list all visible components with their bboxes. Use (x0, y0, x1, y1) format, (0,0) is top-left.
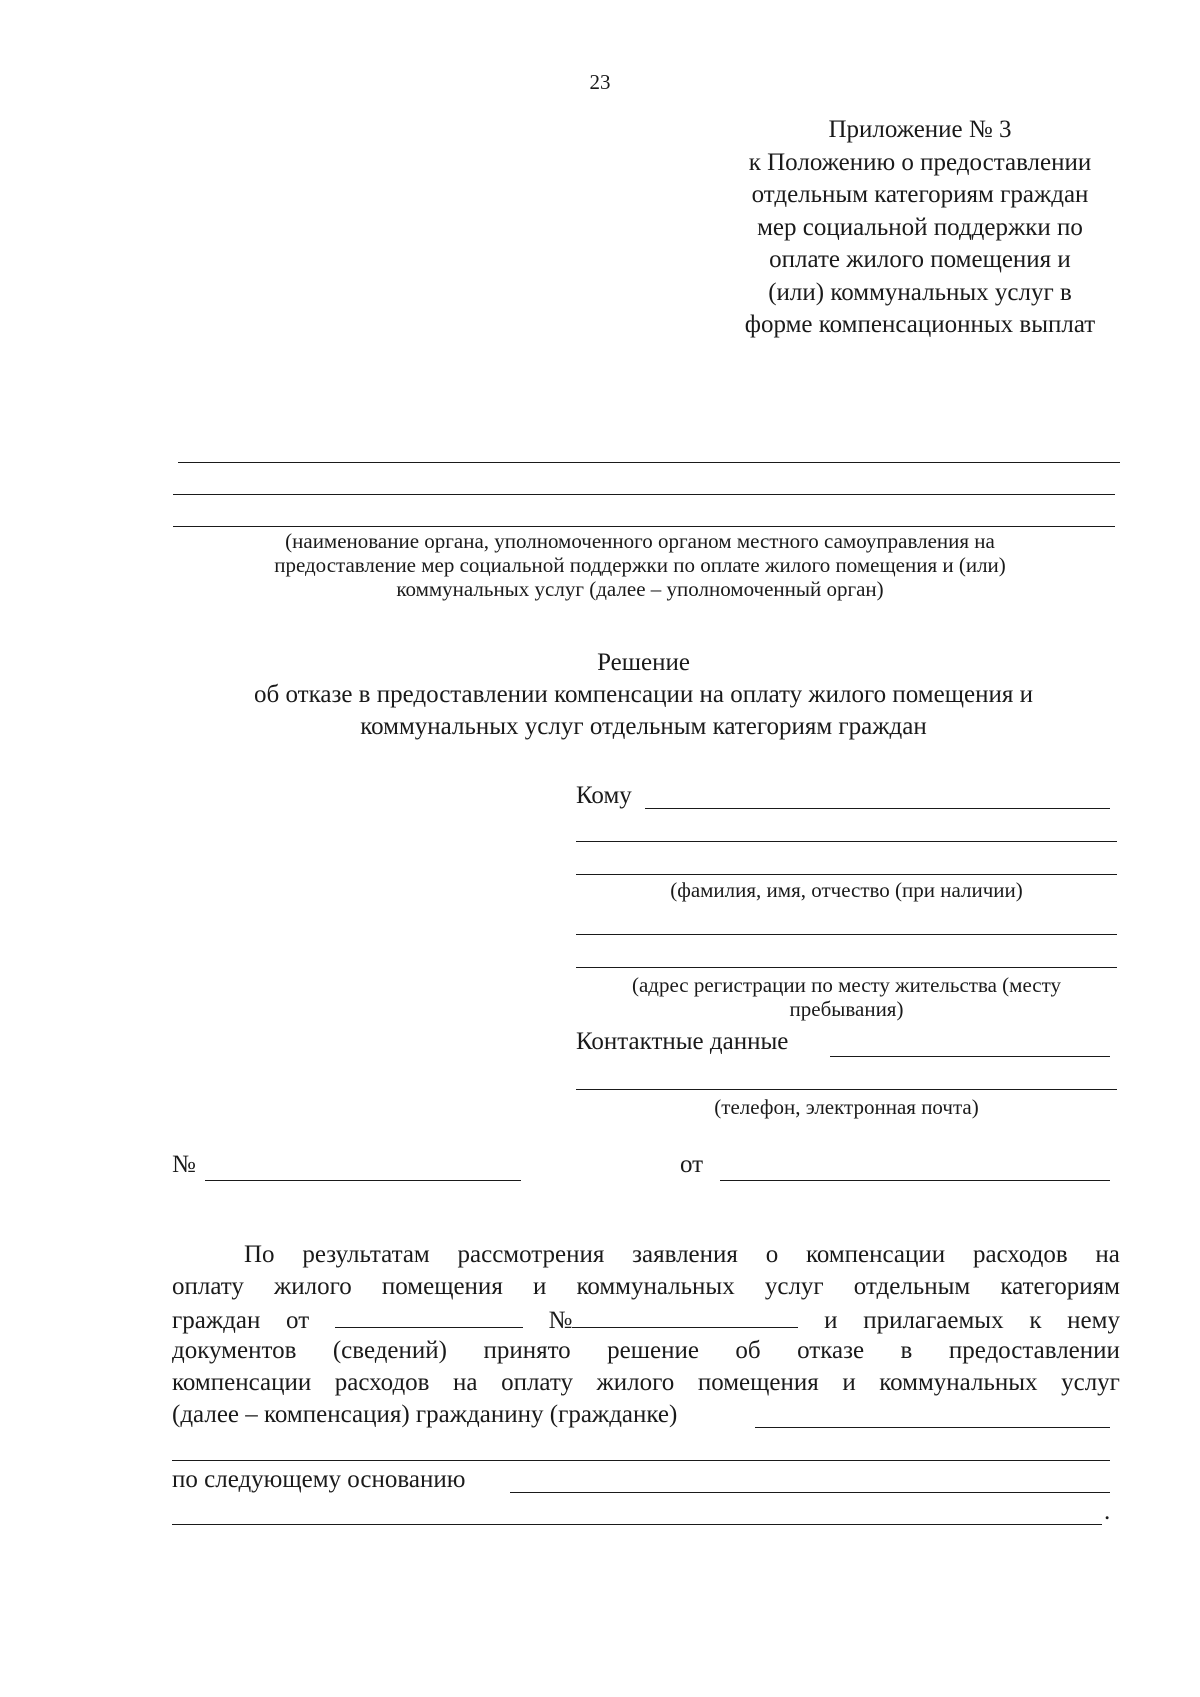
org-caption-line: (наименование органа, уполномоченного органом местного самоуправления на (285, 529, 995, 553)
body-word: на (453, 1369, 478, 1396)
appendix-line: форме компенсационных выплат (744, 311, 1096, 338)
body-word: заявления (632, 1241, 738, 1268)
to-field[interactable] (645, 808, 1110, 809)
body-word: категориям (1000, 1273, 1120, 1300)
body-word: о (765, 1241, 779, 1268)
to-label: Кому (576, 782, 632, 809)
citizen-name-field-line[interactable] (172, 1460, 1110, 1461)
body-word: услуг (1061, 1369, 1120, 1396)
body-word: и (842, 1369, 856, 1396)
org-name-line[interactable] (178, 462, 1120, 463)
body-line-6: (далее – компенсация) гражданину (гражданке) (172, 1401, 678, 1428)
body-word: жилого (274, 1273, 352, 1300)
address-field-line[interactable] (576, 934, 1117, 935)
body-line-4 (172, 1335, 1120, 1367)
body-word: об (735, 1337, 761, 1364)
body-word: и (824, 1307, 838, 1334)
appendix-line: мер социальной поддержки по (757, 213, 1083, 241)
body-word: По (244, 1241, 275, 1268)
appendix-line: оплате жилого помещения и (769, 246, 1071, 273)
contacts-field[interactable] (830, 1056, 1110, 1057)
body-word: оплату (501, 1369, 573, 1396)
org-caption-line: предоставление мер социальной поддержки по оплате жилого помещения и (или) (274, 553, 1006, 577)
date-field[interactable] (720, 1180, 1110, 1181)
org-caption (160, 529, 1120, 601)
basis-field-line[interactable] (172, 1524, 1102, 1525)
decision-subtitle-line: коммунальных услуг отдельным категориям граждан (360, 713, 927, 740)
body-word: нему (1067, 1307, 1120, 1334)
address-field-line[interactable] (576, 967, 1117, 968)
body-word: документов (172, 1337, 297, 1364)
address-caption-line: пребывания) (789, 997, 904, 1021)
address-caption-line: (адрес регистрации по месту жительства (месту (631, 973, 1062, 997)
application-number-group (549, 1303, 799, 1337)
application-number-field[interactable] (572, 1303, 798, 1328)
body-word: коммунальных (879, 1369, 1038, 1396)
body-word: помещения (381, 1273, 503, 1300)
body-word: прилагаемых (863, 1307, 1004, 1334)
body-word: компенсации (172, 1369, 312, 1396)
body-word: отказе (797, 1337, 865, 1364)
org-name-line[interactable] (173, 526, 1115, 527)
application-date-field[interactable] (335, 1303, 523, 1328)
appendix-line: (или) коммунальных услуг в (768, 278, 1072, 306)
body-word: коммунальных (576, 1273, 735, 1300)
body-word: решение (607, 1337, 699, 1364)
body-word: компенсации (805, 1241, 946, 1268)
body-word: к (1029, 1307, 1042, 1334)
number-label: № (172, 1151, 196, 1178)
contacts-caption: (телефон, электронная почта) (714, 1095, 979, 1119)
appendix-reference (700, 114, 1140, 342)
decision-subtitle-line: об отказе в предоставлении компенсации на оплату жилого помещения и (254, 681, 1033, 708)
body-word: и (532, 1273, 547, 1300)
body-word: услуг (764, 1273, 824, 1300)
basis-label: по следующему основанию (172, 1466, 466, 1493)
decision-heading (0, 647, 1200, 743)
citizen-name-field[interactable] (755, 1427, 1110, 1428)
body-word: помещения (697, 1369, 819, 1396)
body-line-2 (172, 1271, 1120, 1303)
contacts-field-line[interactable] (576, 1089, 1117, 1090)
number-sign: № (548, 1307, 573, 1334)
contacts-label: Контактные данные (576, 1028, 789, 1055)
body-word: результатам (302, 1241, 430, 1268)
body-word: отдельным (853, 1273, 971, 1300)
decision-title: Решение (597, 649, 690, 676)
body-line-1 (244, 1239, 1120, 1271)
org-name-line[interactable] (173, 494, 1115, 495)
appendix-line: отдельным категориям граждан (751, 181, 1089, 208)
number-field[interactable] (205, 1180, 521, 1181)
end-period: . (1104, 1498, 1111, 1525)
body-word: расходов (972, 1241, 1068, 1268)
org-caption-line: коммунальных услуг (далее – уполномоченный орган) (396, 577, 884, 601)
body-word: оплату (172, 1273, 244, 1300)
body-word: расходов (334, 1369, 430, 1396)
appendix-line: к Положению о предоставлении (748, 148, 1092, 176)
page-number: 23 (589, 70, 611, 94)
body-word: на (1095, 1241, 1120, 1268)
body-word: от (286, 1307, 310, 1334)
date-label: от (680, 1151, 704, 1178)
appendix-line: Приложение № 3 (828, 116, 1012, 143)
body-word: в (900, 1337, 913, 1364)
body-word: граждан (172, 1307, 261, 1334)
name-caption: (фамилия, имя, отчество (при наличии) (670, 878, 1023, 902)
body-word: (сведений) (332, 1337, 447, 1364)
body-line-3 (172, 1303, 1120, 1337)
body-word: принято (483, 1337, 571, 1364)
address-caption (576, 973, 1117, 1021)
body-line-5 (172, 1367, 1120, 1399)
to-field-line[interactable] (576, 841, 1117, 842)
basis-field[interactable] (510, 1492, 1110, 1493)
to-field-line[interactable] (576, 874, 1117, 875)
body-word: рассмотрения (457, 1241, 605, 1268)
body-word: предоставлении (948, 1337, 1120, 1364)
body-word: жилого (596, 1369, 675, 1396)
